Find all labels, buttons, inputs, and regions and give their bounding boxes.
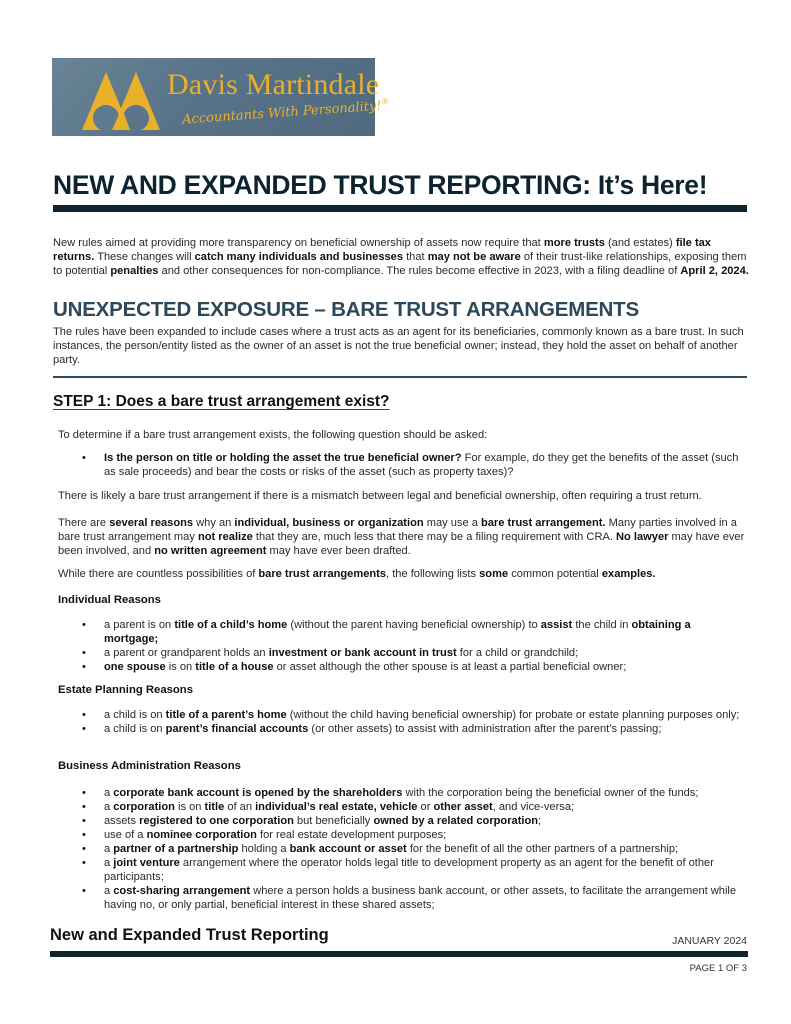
section-heading: UNEXPECTED EXPOSURE – BARE TRUST ARRANGEMENTS [53,298,639,321]
list-item: • a parent is on title of a child’s home (without the parent having beneficial ownership) to assist the child in obtaining a mortgage; [82,618,742,646]
estate-planning-reasons-list [82,708,742,736]
list-item: • one spouse is on title of a house or asset although the other spouse is at least a partial beneficial owner; [82,660,742,674]
individual-reasons-heading: Individual Reasons [58,594,161,606]
intro-paragraph: New rules aimed at providing more transparency on beneficial ownership of assets now require that more trusts (and estates) file tax returns. These changes will catch many individuals and businesses that may not be aware of their trust-like relationships, exposing them to potential penalties and other consequences for non-compliance. The rules become effective in 2023, with a filing deadline of April 2, 2024. [53,237,749,277]
business-admin-reasons-list [82,786,752,912]
logo-mark-icon [82,68,162,130]
section-description: The rules have been expanded to include cases where a trust acts as an agent for its beneficiaries, commonly known as a bare trust. In such instances, the person/entity listed as the owner of an asset is not the true beneficial owner; instead, they hold the asset on behalf of another party. [53,326,744,366]
footer-date: JANUARY 2024 [672,935,747,947]
step1-intro: To determine if a bare trust arrangement exists, the following question should be asked: [58,429,488,441]
list-item: • a corporate bank account is opened by the shareholders with the corporation being the beneficial owner of the funds; [82,786,752,800]
list-item: • assets registered to one corporation but beneficially owned by a related corporation; [82,814,752,828]
logo-brand-name: Davis Martindale [167,68,380,101]
step1-heading: STEP 1: Does a bare trust arrangement exist? [53,393,390,410]
footer-divider [50,951,748,957]
list-item: • a child is on title of a parent’s home (without the child having beneficial ownership) for probate or estate planning purposes only; [82,708,742,722]
logo-tagline: Accountants With Personality!® [181,96,390,128]
mismatch-paragraph: There is likely a bare trust arrangement if there is a mismatch between legal and beneficial ownership, often requiring a trust return. [58,490,702,502]
page-number: PAGE 1 OF 3 [689,963,747,974]
list-item: • a partner of a partnership holding a bank account or asset for the benefit of all the other partners of a partnership; [82,842,752,856]
page-title: NEW AND EXPANDED TRUST REPORTING: It’s Here! [53,170,708,200]
reasons-paragraph: There are several reasons why an individual, business or organization may use a bare trust arrangement. Many parties involved in a bare trust arrangement may not realize that they are, much less that there may be a filing requirement with CRA. No lawyer may have ever been involved, and no written agreement may have ever been drafted. [58,517,745,557]
list-item: • use of a nominee corporation for real estate development purposes; [82,828,752,842]
list-item: • a parent or grandparent holds an investment or bank account in trust for a child or grandchild; [82,646,742,660]
section-divider [53,376,747,378]
step1-question-list [82,451,742,479]
list-item: • a child is on parent’s financial accounts (or other assets) to assist with administration after the parent’s passing; [82,722,742,736]
list-item: • a joint venture arrangement where the operator holds legal title to development property as an agent for the benefit of other participants; [82,856,752,884]
individual-reasons-list [82,618,742,674]
title-divider [53,205,747,212]
footer-title: New and Expanded Trust Reporting [50,926,329,944]
list-item: • a cost-sharing arrangement where a person holds a business bank account, or other assets, to facilitate the arrangement while having no, or only partial, beneficial interest in these shared assets; [82,884,752,912]
examples-intro-paragraph: While there are countless possibilities of bare trust arrangements, the following lists some common potential examples. [58,568,656,580]
company-logo [52,58,390,136]
list-item: • Is the person on title or holding the asset the true beneficial owner? For example, do they get the benefits of the asset (such as sale proceeds) and bear the costs or risks of the asset (such as property taxes)? [82,451,742,479]
list-item: • a corporation is on title of an individual’s real estate, vehicle or other asset, and vice-versa; [82,800,752,814]
business-admin-reasons-heading: Business Administration Reasons [58,760,241,772]
estate-planning-reasons-heading: Estate Planning Reasons [58,684,193,696]
